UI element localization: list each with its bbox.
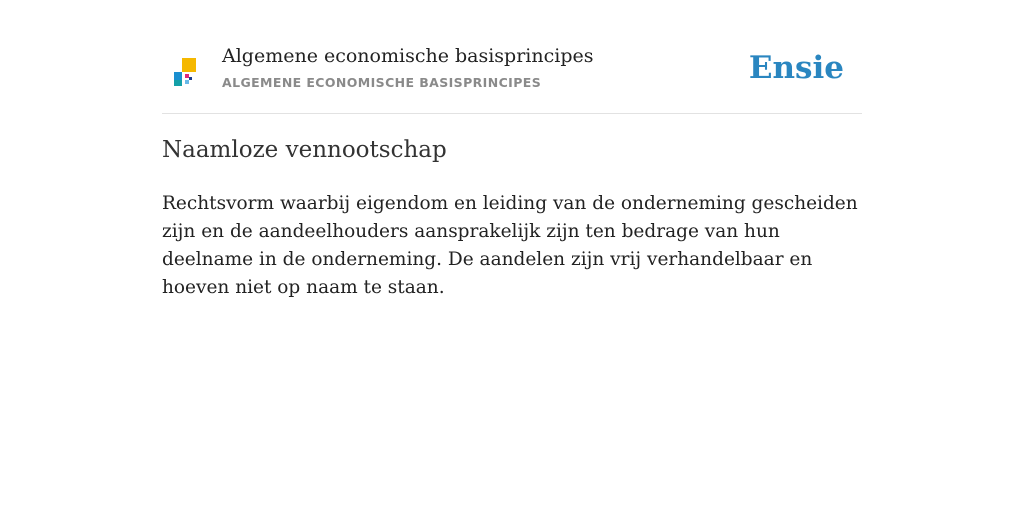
logo-square-blue xyxy=(174,72,182,80)
logo-square-light-blue xyxy=(185,80,189,84)
logo-square-yellow xyxy=(182,58,196,72)
header xyxy=(162,40,862,114)
logo-square-teal xyxy=(174,80,182,86)
source-title[interactable]: Algemene economische basisprincipes xyxy=(222,45,594,67)
entry-title: Naamloze vennootschap xyxy=(162,137,447,163)
ensie-brand-link[interactable]: Ensie xyxy=(748,50,844,86)
entry-definition: Rechtsvorm waarbij eigendom en leiding van de onderneming gescheiden zijn en de aandeelhouders aansprakelijk zijn ten bedrage van hun deelname in de onderneming. De aandelen zijn vrij verhandelbaar en hoeven niet op naam te staan. xyxy=(162,193,858,298)
logo-square-navy xyxy=(189,77,192,80)
colored-squares-logo-icon xyxy=(174,58,198,86)
source-subtitle: ALGEMENE ECONOMISCHE BASISPRINCIPES xyxy=(222,75,542,90)
